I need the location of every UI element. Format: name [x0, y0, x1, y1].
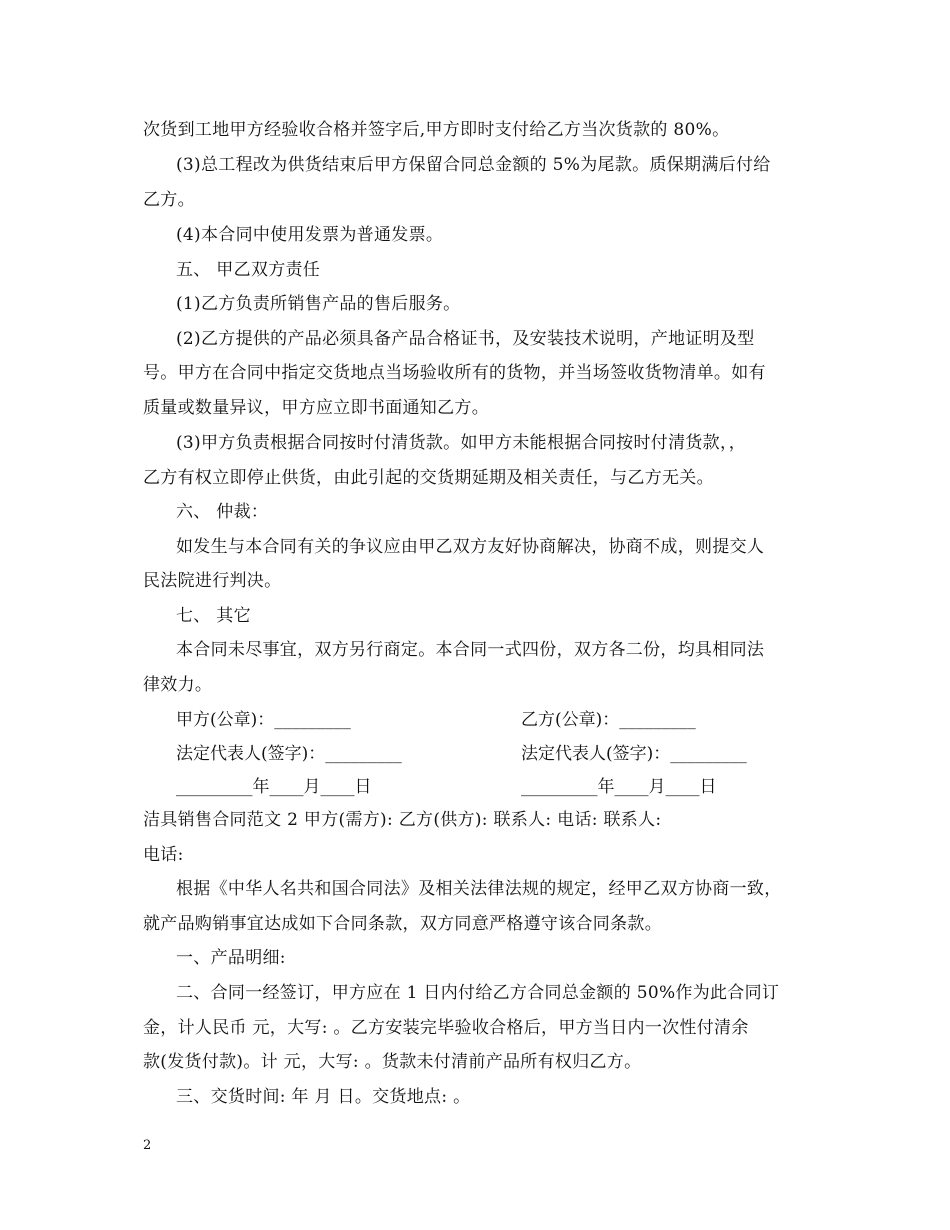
- party-a-seal: 甲方(公章)：_________: [176, 710, 351, 730]
- paragraph-line: 本合同未尽事宜，双方另行商定。本合同一式四份，双方各二份，均具相同法: [176, 640, 765, 660]
- paragraph-line: 民法院进行判决。: [143, 571, 282, 591]
- paragraph-line: 二、合同一经签订，甲方应在 1 日内付给乙方合同总金额的 50%作为此合同订: [176, 983, 780, 1003]
- page-number: 2: [143, 1138, 152, 1153]
- paragraph-line: 根据《中华人名共和国合同法》及相关法律法规的规定，经甲乙双方协商一致，: [176, 879, 782, 899]
- paragraph-line: 乙方有权立即停止供货，由此引起的交货期延期及相关责任，与乙方无关。: [143, 468, 714, 488]
- party-a-date: _________年____月____日: [176, 777, 372, 797]
- paragraph-line: 次货到工地甲方经验收合格并签字后,甲方即时支付给乙方当次货款的 80%。: [143, 120, 730, 140]
- paragraph-line: (4)本合同中使用发票为普通发票。: [176, 225, 444, 245]
- section-heading: 三、交货时间: 年 月 日。交货地点: 。: [176, 1087, 471, 1107]
- party-a-representative: 法定代表人(签字)：_________: [176, 744, 402, 764]
- paragraph-line: (1)乙方负责所销售产品的售后服务。: [176, 294, 461, 314]
- paragraph-line: 电话:: [143, 845, 184, 865]
- section-heading: 五、 甲乙双方责任: [176, 260, 321, 280]
- paragraph-line: 乙方。: [143, 190, 195, 210]
- section-heading: 六、 仲裁：: [176, 502, 269, 522]
- paragraph-line: 款(发货付款)。计 元，大写: 。货款未付清前产品所有权归乙方。: [143, 1052, 642, 1072]
- paragraph-line: 质量或数量异议，甲方应立即书面通知乙方。: [143, 398, 489, 418]
- paragraph-line: 就产品购销事宜达成如下合同条款，双方同意严格遵守该合同条款。: [143, 914, 662, 934]
- paragraph-line: (3)甲方负责根据合同按时付清货款。如甲方未能根据合同按时付清货款，，: [176, 433, 747, 453]
- paragraph-line: (3)总工程改为供货结束后甲方保留合同总金额的 5%为尾款。质保期满后付给: [176, 155, 771, 175]
- paragraph-line: 金，计人民币 元，大写: 。乙方安装完毕验收合格后，甲方当日内一次性付清余: [143, 1018, 749, 1038]
- section-heading: 一、产品明细:: [176, 948, 286, 968]
- paragraph-line: (2)乙方提供的产品必须具备产品合格证书，及安装技术说明，产地证明及型: [176, 329, 755, 349]
- paragraph-line: 号。甲方在合同中指定交货地点当场验收所有的货物，并当场签收货物清单。如有: [143, 363, 766, 383]
- paragraph-line: 律效力。: [143, 675, 213, 695]
- party-b-representative: 法定代表人(签字)：_________: [521, 744, 747, 764]
- document-title-line: 洁具销售合同范文 2 甲方(需方): 乙方(供方): 联系人: 电话: 联系人:: [143, 810, 662, 830]
- paragraph-line: 如发生与本合同有关的争议应由甲乙双方友好协商解决，协商不成，则提交人: [176, 537, 765, 557]
- party-b-date: _________年____月____日: [521, 777, 717, 797]
- section-heading: 七、 其它: [176, 606, 251, 626]
- party-b-seal: 乙方(公章)：_________: [521, 710, 696, 730]
